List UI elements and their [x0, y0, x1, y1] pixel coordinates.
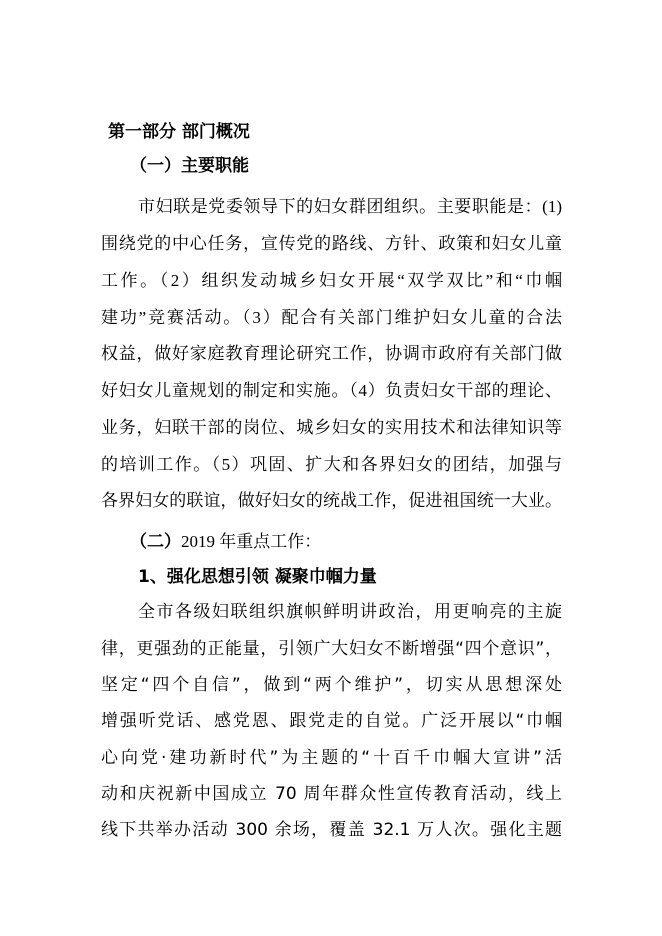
section2-heading-text: 2019 年重点工作：: [181, 532, 322, 551]
paragraph-line: 全市各级妇联组织旗帜鲜明讲政治，用更响亮的主旋: [138, 602, 562, 622]
section2-heading-number: （二）: [130, 532, 181, 552]
paragraph-line: 坚定“四个自信”，做到“两个维护”，切实从思想深处: [101, 675, 562, 695]
paragraph-line: 各界妇女的联谊，做好妇女的统战工作，促进祖国统一大业。: [101, 491, 562, 510]
paragraph-line: 心向党·建功新时代”为主题的“十百千巾帼大宣讲”活: [101, 748, 562, 768]
part-title: 第一部分 部门概况: [108, 122, 250, 142]
paragraph-line: 工作。（2）组织发动城乡妇女开展“双学双比”和“巾帼: [101, 271, 562, 290]
paragraph-line: 线下共举办活动 300 余场，覆盖 32.1 万人次。强化主题: [101, 820, 562, 840]
subsection1-heading: 1、强化思想引领 凝聚巾帼力量: [138, 567, 377, 587]
paragraph-line: 好妇女儿童规划的制定和实施。（4）负责妇女干部的理论、: [101, 381, 562, 400]
paragraph-line: 围绕党的中心任务，宣传党的路线、方针、政策和妇女儿童: [101, 234, 562, 253]
paragraph-line: 增强听党话、感党恩、跟党走的自觉。广泛开展以“巾帼: [101, 711, 562, 731]
section1-heading: （一）主要职能: [130, 156, 249, 176]
section2-heading: [130, 533, 321, 551]
paragraph-line: 建功”竞赛活动。（3）配合有关部门维护妇女儿童的合法: [101, 308, 562, 327]
paragraph-line: 权益，做好家庭教育理论研究工作，协调市政府有关部门做: [101, 344, 562, 363]
paragraph-line: 律，更强劲的正能量，引领广大妇女不断增强“四个意识”，: [101, 639, 562, 659]
paragraph-line: 市妇联是党委领导下的妇女群团组织。主要职能是：(1): [138, 197, 562, 216]
paragraph-line: 动和庆祝新中国成立 70 周年群众性宣传教育活动，线上: [101, 784, 562, 804]
paragraph-line: 的培训工作。（5）巩固、扩大和各界妇女的团结，加强与: [101, 455, 562, 474]
paragraph-line: 业务，妇联干部的岗位、城乡妇女的实用技术和法律知识等: [101, 418, 562, 437]
